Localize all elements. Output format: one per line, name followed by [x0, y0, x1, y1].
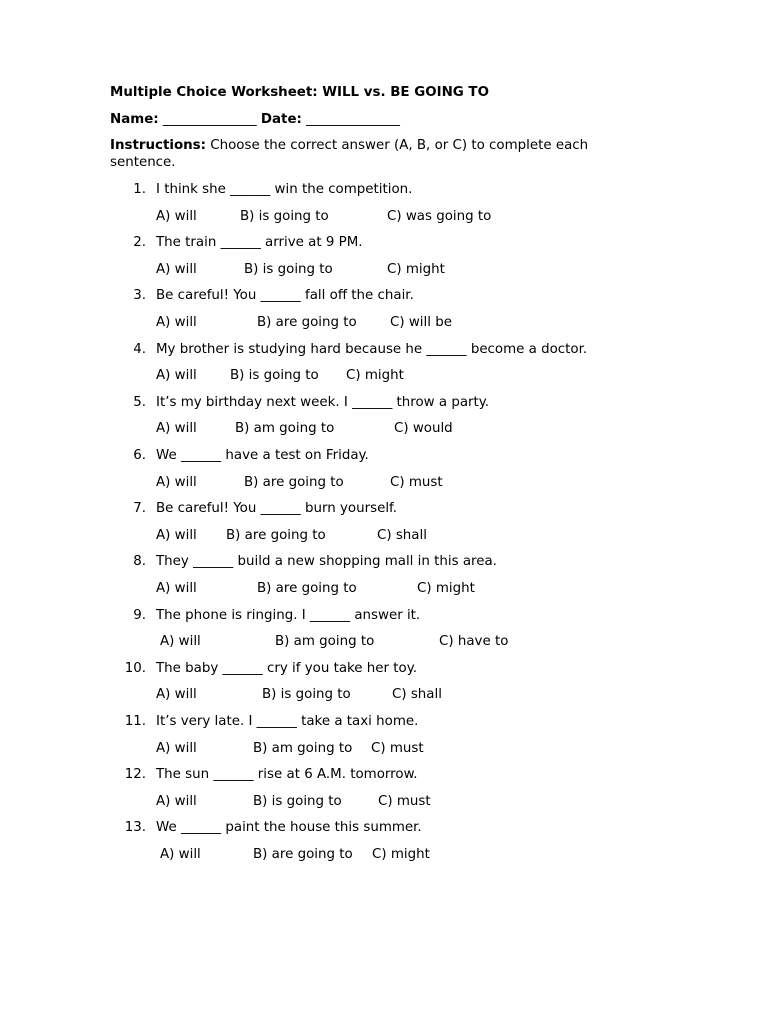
question-text: The sun ______ rise at 6 A.M. tomorrow. — [156, 767, 418, 783]
answer-option-b: B) are going to — [257, 314, 357, 330]
answer-option-b: B) am going to — [275, 634, 375, 650]
question-number: 13. — [124, 820, 146, 836]
answer-option-c: C) will be — [390, 314, 452, 330]
answer-option-c: C) shall — [392, 687, 442, 703]
answer-option-c: C) have to — [439, 634, 509, 650]
answer-option-b: B) am going to — [253, 740, 353, 756]
question-text: The baby ______ cry if you take her toy. — [156, 660, 418, 676]
answer-option-c: C) might — [417, 580, 475, 596]
instructions-text: Choose the correct answer (A, B, or C) to complete each sentence. — [110, 138, 589, 170]
answer-option-b: B) is going to — [244, 261, 333, 277]
answer-option-b: B) is going to — [240, 208, 329, 224]
question-number: 12. — [124, 767, 146, 783]
answer-option-c: C) was going to — [387, 208, 492, 224]
question-number: 9. — [133, 607, 146, 623]
answer-option-b: B) are going to — [226, 527, 326, 543]
date-blank: ______________ — [306, 112, 400, 127]
answer-option-a: A) will — [156, 208, 197, 224]
answer-option-a: A) will — [156, 580, 197, 596]
question-number: 11. — [124, 714, 146, 729]
name-date-line — [110, 111, 400, 129]
answer-option-a: A) will — [156, 740, 197, 756]
question-number: 7. — [133, 501, 146, 517]
question-text: The train ______ arrive at 9 PM. — [156, 235, 363, 251]
answer-option-a: A) will — [156, 793, 197, 809]
answer-option-b: B) is going to — [230, 368, 319, 384]
answer-option-a: A) will — [160, 846, 201, 862]
question-number: 1. — [133, 182, 146, 197]
question-number: 8. — [133, 554, 146, 570]
question-text: We ______ have a test on Friday. — [156, 448, 369, 463]
name-label: Name: — [110, 112, 159, 127]
worksheet-title: Multiple Choice Worksheet: WILL vs. BE GOING TO — [110, 85, 489, 100]
answer-option-b: B) are going to — [244, 474, 344, 490]
worksheet — [110, 84, 650, 862]
question-text: I think she ______ win the competition. — [156, 182, 413, 197]
instructions — [110, 138, 630, 171]
answer-option-b: B) is going to — [262, 687, 351, 703]
answer-option-b: B) am going to — [235, 421, 335, 437]
answer-option-b: B) is going to — [253, 793, 342, 809]
name-blank: ______________ — [162, 112, 257, 127]
answer-option-a: A) will — [156, 527, 197, 543]
answer-option-c: C) must — [390, 474, 443, 490]
answer-option-a: A) will — [156, 687, 197, 703]
answer-option-c: C) must — [378, 793, 431, 809]
question-text: The phone is ringing. I ______ answer it. — [156, 607, 421, 623]
question-text: My brother is studying hard because he ______ become a doctor. — [156, 341, 588, 357]
answer-option-a: A) will — [156, 368, 197, 384]
question-text: Be careful! You ______ burn yourself. — [156, 501, 398, 517]
answer-option-c: C) might — [387, 261, 445, 277]
question-text: We ______ paint the house this summer. — [156, 820, 422, 836]
answer-option-c: C) might — [372, 846, 430, 862]
answer-option-a: A) will — [156, 314, 197, 330]
answer-option-c: C) must — [371, 740, 424, 756]
answer-option-a: A) will — [156, 474, 197, 490]
answer-option-c: C) shall — [377, 527, 427, 543]
question-number: 2. — [133, 235, 146, 251]
answer-option-b: B) are going to — [253, 846, 353, 862]
instructions-label: Instructions: — [110, 138, 207, 153]
question-text: It’s my birthday next week. I ______ throw a party. — [156, 394, 490, 410]
answer-option-b: B) are going to — [257, 580, 357, 596]
question-number: 10. — [124, 660, 146, 676]
question-number: 4. — [133, 341, 146, 357]
answer-option-a: A) will — [156, 261, 197, 277]
question-number: 3. — [133, 288, 146, 304]
question-text: Be careful! You ______ fall off the chair. — [156, 288, 414, 304]
answer-option-c: C) might — [346, 368, 404, 384]
answer-option-a: A) will — [156, 421, 197, 437]
answer-option-a: A) will — [160, 634, 201, 650]
question-text: It’s very late. I ______ take a taxi home. — [156, 714, 419, 729]
date-label: Date: — [260, 112, 302, 127]
answer-option-c: C) would — [394, 421, 453, 437]
question-number: 6. — [133, 448, 146, 463]
question-number: 5. — [133, 394, 146, 410]
question-text: They ______ build a new shopping mall in this area. — [156, 554, 497, 570]
